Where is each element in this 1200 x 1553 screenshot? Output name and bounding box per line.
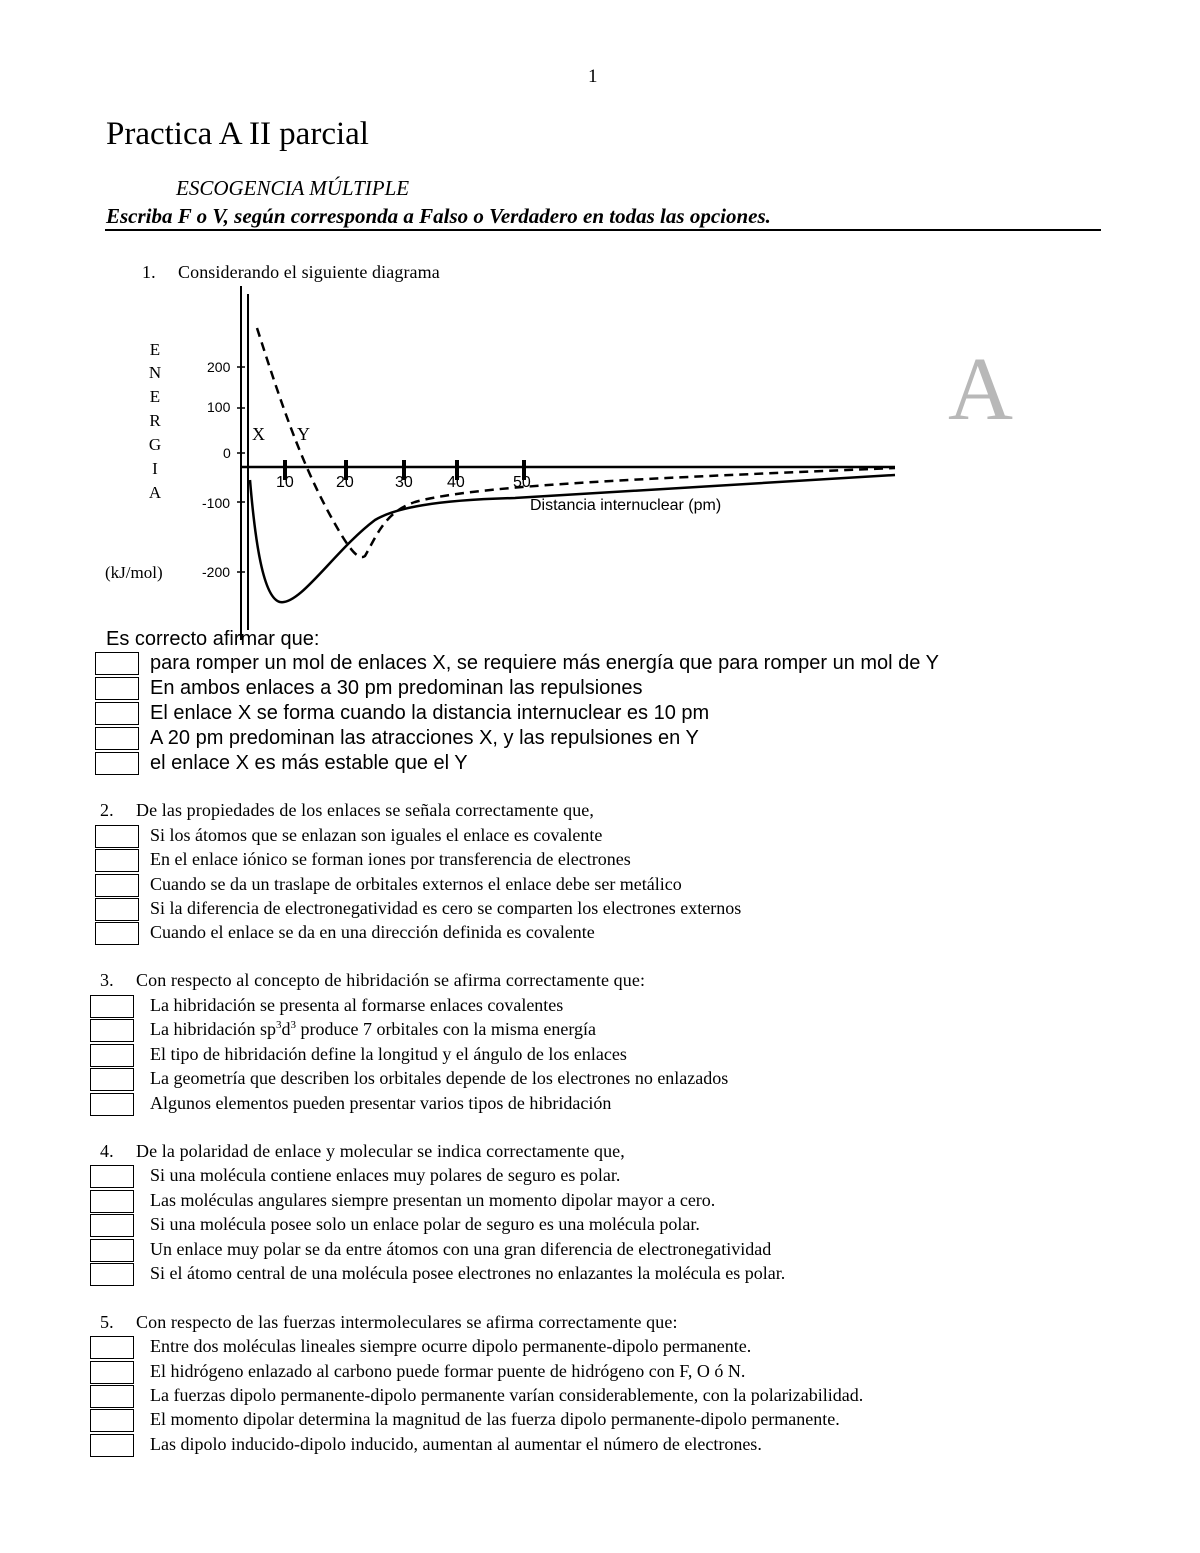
answer-box[interactable]	[90, 1214, 134, 1237]
option-text: Cuando se da un traslape de orbitales externos el enlace debe ser metálico	[150, 874, 682, 894]
y-label-letter: E	[149, 340, 161, 359]
y-axis-units: (kJ/mol)	[105, 563, 163, 582]
y-tick-label: -100	[202, 495, 231, 511]
answer-box[interactable]	[95, 752, 139, 775]
option-text: Las moléculas angulares siempre presentan un momento dipolar mayor a cero.	[150, 1190, 716, 1210]
question-5-heading	[100, 1312, 678, 1333]
curve-label-y: Y	[297, 424, 310, 444]
question-prompt: De las propiedades de los enlaces se señala correctamente que,	[136, 800, 594, 820]
option-text: Un enlace muy polar se da entre átomos con una gran diferencia de electronegatividad	[150, 1239, 772, 1259]
option-text: para romper un mol de enlaces X, se requiere más energía que para romper un mol de Y	[150, 652, 939, 674]
question-4-heading	[100, 1141, 625, 1162]
option-text: el enlace X es más estable que el Y	[150, 752, 468, 774]
y-label-letter: R	[149, 411, 161, 430]
answer-box[interactable]	[90, 1409, 134, 1432]
answer-box[interactable]	[90, 1068, 134, 1091]
answer-box[interactable]	[95, 727, 139, 750]
y-tick-label: 0	[223, 445, 231, 461]
y-label-letter: I	[152, 459, 158, 478]
energy-diagram	[95, 280, 915, 645]
option-text: El hidrógeno enlazado al carbono puede formar puente de hidrógeno con F, O ó N.	[150, 1361, 746, 1381]
y-tick-label: -200	[202, 564, 231, 580]
heading-rule	[105, 229, 1101, 231]
answer-box[interactable]	[90, 1336, 134, 1359]
answer-box[interactable]	[90, 1434, 134, 1457]
y-label-letter: E	[149, 387, 161, 406]
option-text: Cuando el enlace se da en una dirección definida es covalente	[150, 922, 595, 942]
x-axis-label: Distancia internuclear (pm)	[530, 497, 722, 514]
answer-box[interactable]	[95, 677, 139, 700]
answer-box[interactable]	[90, 1239, 134, 1262]
option-text: La hibridación $sp^3d^3$ produce 7 orbitales con la misma energía	[150, 1019, 597, 1039]
option-text: El tipo de hibridación define la longitud y el ángulo de los enlaces	[150, 1044, 627, 1064]
x-tick-label: 20	[336, 474, 354, 491]
option-text: A 20 pm predominan las atracciones X, y las repulsiones en Y	[150, 727, 699, 749]
answer-box[interactable]	[90, 1019, 134, 1042]
curve-x-solid	[250, 475, 895, 602]
answer-box[interactable]	[95, 898, 139, 921]
answer-box[interactable]	[90, 1165, 134, 1188]
x-tick-label: 50	[513, 474, 531, 491]
y-tick-label: 100	[207, 399, 231, 415]
question-1-lead: Es correcto afirmar que:	[106, 628, 320, 650]
answer-box[interactable]	[95, 874, 139, 897]
x-tick-label: 10	[276, 474, 294, 491]
option-text: Algunos elementos pueden presentar varios tipos de hibridación	[150, 1093, 612, 1113]
option-text: La hibridación se presenta al formarse enlaces covalentes	[150, 995, 564, 1015]
y-tick-label: 200	[207, 359, 231, 375]
question-prompt: Considerando el siguiente diagrama	[178, 262, 440, 282]
question-number: 4.	[100, 1141, 114, 1161]
answer-box[interactable]	[90, 1263, 134, 1286]
question-3-heading	[100, 970, 645, 991]
answer-box[interactable]	[90, 1190, 134, 1213]
x-tick-label: 30	[395, 474, 413, 491]
option-text: La geometría que describen los orbitales depende de los electrones no enlazados	[150, 1068, 729, 1088]
answer-box[interactable]	[95, 702, 139, 725]
question-number: 2.	[100, 800, 114, 820]
question-prompt: Con respecto de las fuerzas intermoleculares se afirma correctamente que:	[136, 1312, 678, 1332]
page-number: 1	[588, 66, 598, 87]
question-number: 5.	[100, 1312, 114, 1332]
answer-box[interactable]	[90, 995, 134, 1018]
curve-label-x: X	[252, 424, 265, 444]
option-text: El enlace X se forma cuando la distancia internuclear es 10 pm	[150, 702, 710, 724]
option-text: Si los átomos que se enlazan son iguales el enlace es covalente	[150, 825, 603, 845]
option-text: Entre dos moléculas lineales siempre ocurre dipolo permanente-dipolo permanente.	[150, 1336, 752, 1356]
y-label-letter: N	[148, 363, 162, 382]
section-heading: ESCOGENCIA MÚLTIPLE	[176, 176, 410, 200]
question-number: 1.	[142, 262, 156, 282]
instructions: Escriba F o V, según corresponda a Falso o Verdadero en todas las opciones.	[106, 204, 771, 228]
question-prompt: De la polaridad de enlace y molecular se indica correctamente que,	[136, 1141, 625, 1161]
exam-version-watermark: A	[948, 340, 1013, 439]
option-text: La fuerzas dipolo permanente-dipolo permanente varían considerablemente, con la polarizabilidad.	[150, 1385, 864, 1405]
answer-box[interactable]	[95, 922, 139, 945]
x-tick-label: 40	[447, 474, 465, 491]
answer-box[interactable]	[90, 1385, 134, 1408]
answer-box[interactable]	[90, 1044, 134, 1067]
answer-box[interactable]	[90, 1093, 134, 1116]
option-text: El momento dipolar determina la magnitud de las fuerza dipolo permanente-dipolo permanente.	[150, 1409, 840, 1429]
option-text: Si una molécula posee solo un enlace polar de seguro es una molécula polar.	[150, 1214, 700, 1234]
page-title: Practica A II parcial	[106, 116, 369, 152]
y-label-letter: G	[148, 435, 162, 454]
option-text: En el enlace iónico se forman iones por transferencia de electrones	[150, 849, 631, 869]
option-text: Si una molécula contiene enlaces muy polares de seguro es polar.	[150, 1165, 621, 1185]
option-text: En ambos enlaces a 30 pm predominan las repulsiones	[150, 677, 643, 699]
answer-box[interactable]	[90, 1361, 134, 1384]
answer-box[interactable]	[95, 652, 139, 675]
y-label-letter: A	[148, 483, 162, 502]
answer-box[interactable]	[95, 849, 139, 872]
question-2-heading	[100, 800, 594, 821]
question-prompt: Con respecto al concepto de hibridación se afirma correctamente que:	[136, 970, 646, 990]
answer-box[interactable]	[95, 825, 139, 848]
curve-y-dashed	[257, 328, 895, 557]
option-text: Las dipolo inducido-dipolo inducido, aumentan al aumentar el número de electrones.	[150, 1434, 762, 1454]
question-number: 3.	[100, 970, 114, 990]
option-text: Si la diferencia de electronegatividad es cero se comparten los electrones externos	[150, 898, 742, 918]
option-text: Si el átomo central de una molécula posee electrones no enlazantes la molécula es polar.	[150, 1263, 786, 1283]
